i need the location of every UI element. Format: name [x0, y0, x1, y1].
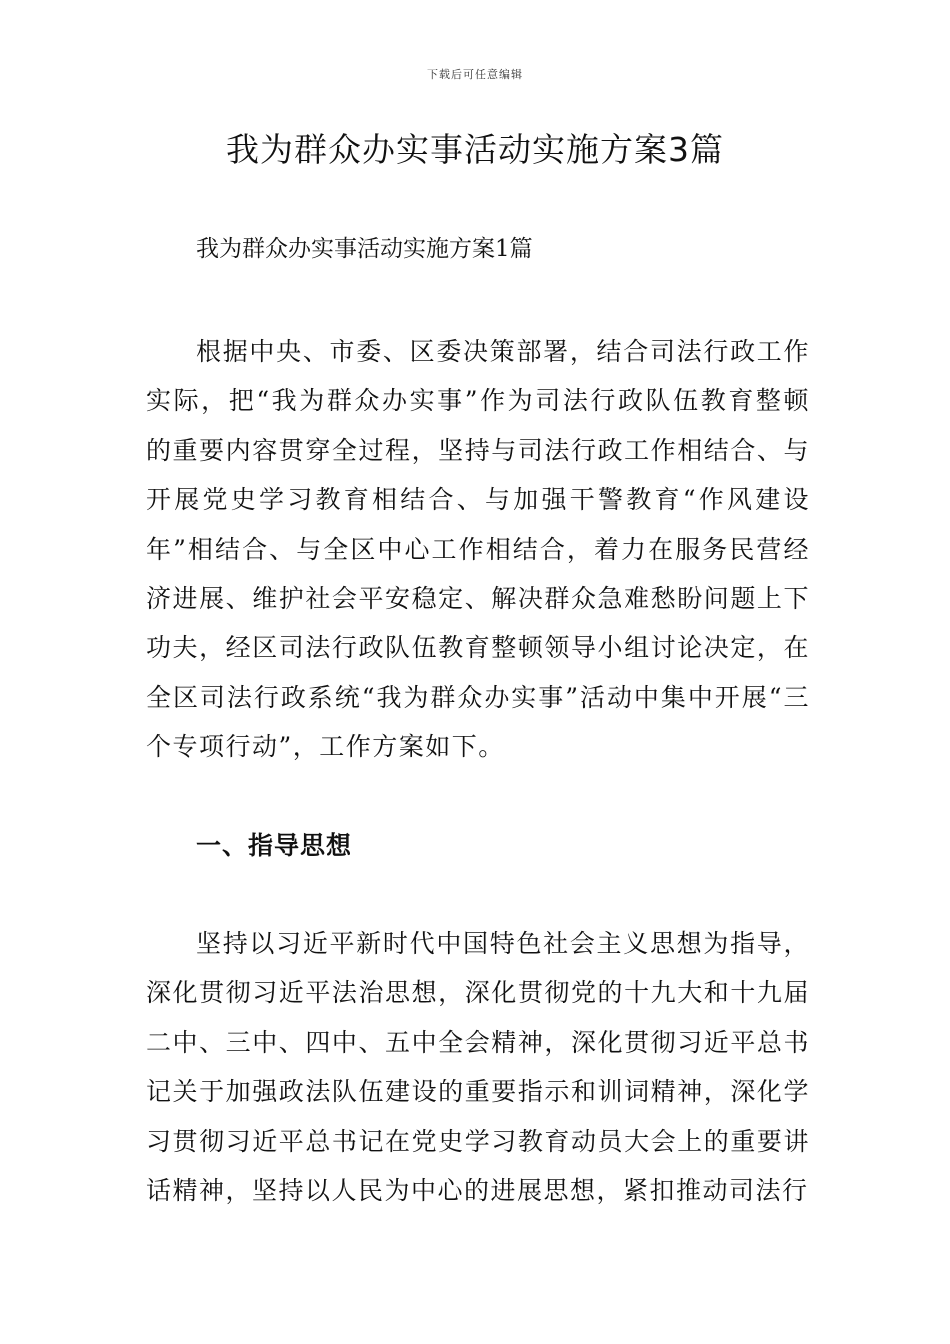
- body-paragraph-guiding-ideology: 坚持以习近平新时代中国特色社会主义思想为指导，深化贯彻习近平法治思想，深化贯彻党的十九大和十九届二中、三中、四中、五中全会精神，深化贯彻习近平总书记关于加强政法队伍建设的重要指示和训词精神，深化学习贯彻习近平总书记在党史学习教育动员大会上的重要讲话精神，坚持以人民为中心的进展思想，紧扣推动司法行: [146, 929, 810, 1206]
- header-note: 下载后可任意编辑: [427, 68, 523, 81]
- document-subtitle: 我为群众办实事活动实施方案1篇: [196, 236, 533, 262]
- section-heading-guiding-ideology: 一、指导思想: [196, 831, 353, 860]
- body-paragraph-intro: 根据中央、市委、区委决策部署，结合司法行政工作实际，把“我为群众办实事”作为司法行政队伍教育整顿的重要内容贯穿全过程，坚持与司法行政工作相结合、与开展党史学习教育相结合、与加强干警教育“作风建设年”相结合、与全区中心工作相结合，着力在服务民营经济进展、维护社会平安稳定、解决群众急难愁盼问题上下功夫，经区司法行政队伍教育整顿领导小组讨论决定，在全区司法行政系统“我为群众办实事”活动中集中开展“三个专项行动”，工作方案如下。: [146, 337, 810, 762]
- document-title: 我为群众办实事活动实施方案3篇: [226, 130, 724, 169]
